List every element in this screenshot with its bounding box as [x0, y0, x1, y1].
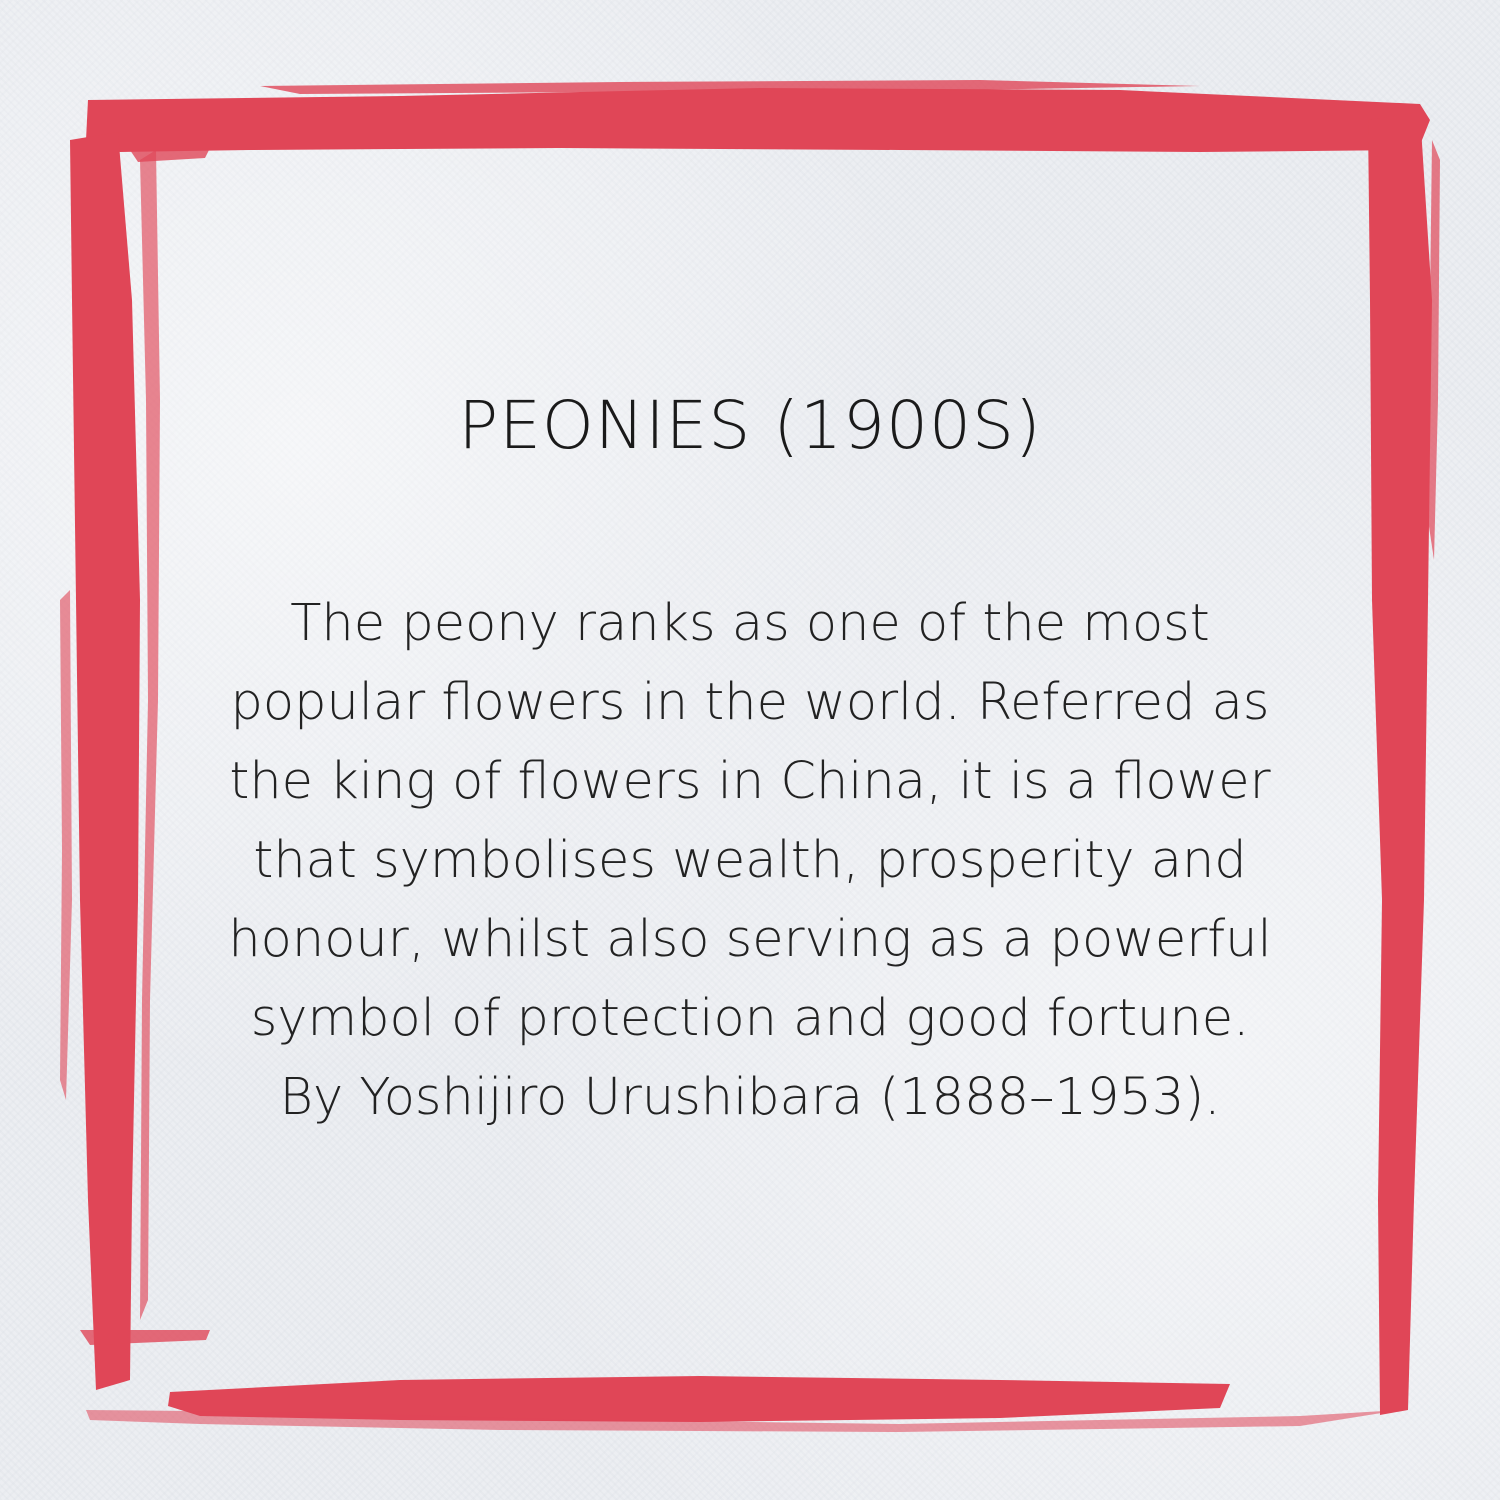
frame-left-wisp-2 — [60, 590, 72, 1100]
frame-left-stroke — [70, 132, 140, 1390]
description-line: symbol of protection and good fortune. — [250, 989, 1250, 1048]
card-text-block — [170, 380, 1330, 1137]
description-line: the king of flowers in China, it is a flower — [229, 752, 1271, 811]
artist-credit-line: By Yoshijiro Urushibara (1888–1953). — [279, 1068, 1221, 1127]
frame-top-stroke — [86, 88, 1430, 152]
description-line: that symbolises wealth, prosperity and — [253, 831, 1247, 890]
frame-top-left-flick — [130, 148, 210, 162]
card-description — [170, 584, 1330, 1137]
description-line: The peony ranks as one of the most — [290, 594, 1210, 653]
frame-left-wisp — [140, 150, 160, 1320]
description-line: popular flowers in the world. Referred as — [230, 673, 1270, 732]
frame-bottom-left-flick — [80, 1330, 210, 1345]
frame-right-stroke — [1368, 112, 1432, 1415]
description-line: honour, whilst also serving as a powerful — [228, 910, 1272, 969]
card-title: PEONIES (1900S) — [458, 387, 1042, 464]
frame-right-wisp — [1428, 140, 1440, 560]
